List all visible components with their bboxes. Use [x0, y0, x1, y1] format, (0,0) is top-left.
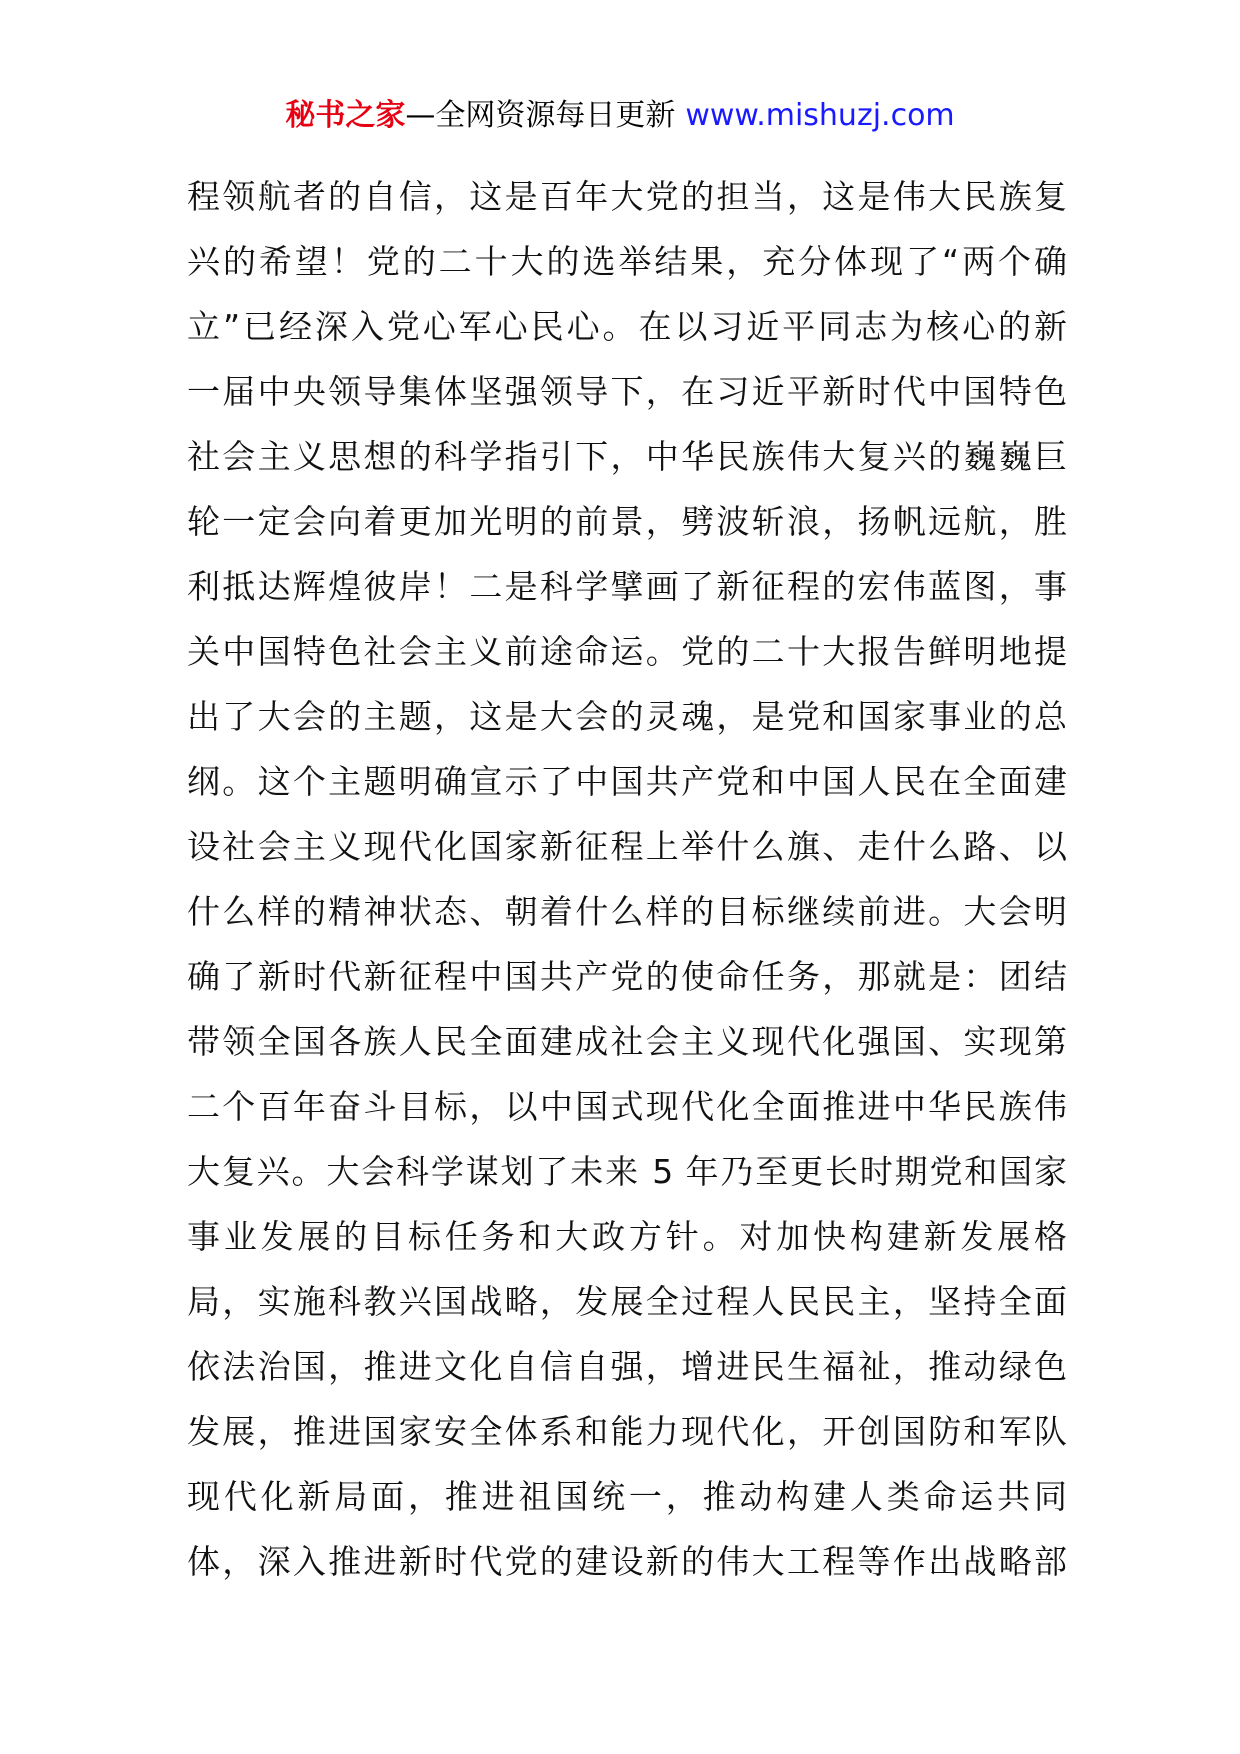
- document-body: [187, 164, 1067, 1594]
- brand-name: 秘书之家: [285, 98, 406, 133]
- text-line: 社会主义思想的科学指引下，中华民族伟大复兴的巍巍巨: [187, 437, 1067, 476]
- text-line: 局，实施科教兴国战略，发展全过程人民民主，坚持全面: [187, 1282, 1067, 1321]
- text-line: 出了大会的主题，这是大会的灵魂，是党和国家事业的总: [187, 697, 1067, 736]
- header-tagline: —全网资源每日更新: [405, 98, 676, 133]
- text-line: 程领航者的自信，这是百年大党的担当，这是伟大民族复: [187, 177, 1067, 216]
- text-line: 发展，推进国家安全体系和能力现代化，开创国防和军队: [187, 1412, 1067, 1451]
- text-line: 事业发展的目标任务和大政方针。对加快构建新发展格: [187, 1217, 1067, 1256]
- text-line: 设社会主义现代化国家新征程上举什么旗、走什么路、以: [187, 827, 1067, 866]
- text-line: 关中国特色社会主义前途命运。党的二十大报告鲜明地提: [187, 632, 1067, 671]
- text-line: 带领全国各族人民全面建成社会主义现代化强国、实现第: [187, 1022, 1067, 1061]
- text-line: 兴的希望！党的二十大的选举结果，充分体现了“两个确: [187, 242, 1067, 281]
- text-line: 什么样的精神状态、朝着什么样的目标继续前进。大会明: [187, 892, 1067, 931]
- text-line: 大复兴。大会科学谋划了未来 5 年乃至更长时期党和国家: [187, 1152, 1067, 1191]
- text-line: 一届中央领导集体坚强领导下，在习近平新时代中国特色: [187, 372, 1067, 411]
- text-line: 确了新时代新征程中国共产党的使命任务，那就是：团结: [187, 957, 1067, 996]
- text-line: 体，深入推进新时代党的建设新的伟大工程等作出战略部: [187, 1542, 1067, 1581]
- text-line: 立”已经深入党心军心民心。在以习近平同志为核心的新: [187, 307, 1067, 346]
- text-line: 现代化新局面，推进祖国统一，推动构建人类命运共同: [187, 1477, 1067, 1516]
- text-line: 利抵达辉煌彼岸！二是科学擘画了新征程的宏伟蓝图，事: [187, 567, 1067, 606]
- text-line: 依法治国，推进文化自信自强，增进民生福祉，推动绿色: [187, 1347, 1067, 1386]
- page-header: [0, 98, 1240, 134]
- site-url-link[interactable]: www.mishuzj.com: [685, 98, 955, 133]
- text-line: 纲。这个主题明确宣示了中国共产党和中国人民在全面建: [187, 762, 1067, 801]
- text-line: 二个百年奋斗目标，以中国式现代化全面推进中华民族伟: [187, 1087, 1067, 1126]
- text-line: 轮一定会向着更加光明的前景，劈波斩浪，扬帆远航，胜: [187, 502, 1067, 541]
